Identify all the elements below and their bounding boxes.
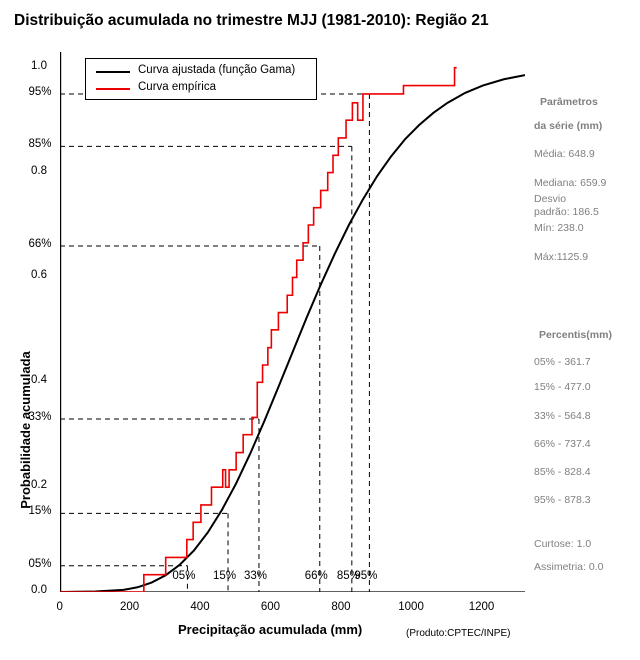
percentile-x-label-85%: 85% (336, 570, 360, 582)
params-title-line1: Parâmetros (540, 96, 598, 108)
page-title: Distribuição acumulada no trimestre MJJ (1981-2010): Região 21 (14, 12, 489, 29)
params-title-line2: da série (mm) (534, 120, 603, 132)
param-desvio-valor: padrão: 186.5 (534, 206, 599, 218)
legend-line-0 (96, 71, 130, 73)
x-tick-label-0: 0 (56, 601, 63, 613)
percentil-95: 95% - 878.3 (534, 494, 591, 506)
percentile-x-label-33%: 33% (243, 570, 267, 582)
y-axis-label: Probabilidade acumulada (18, 351, 33, 509)
percentis-title: Percentis(mm) (539, 329, 612, 341)
legend-label-1: Curva empírica (138, 81, 216, 93)
param-min: Mín: 238.0 (534, 222, 584, 234)
percentile-x-label-05%: 05% (172, 570, 196, 582)
x-tick-label-3: 600 (260, 601, 281, 613)
percentile-y-label-15%: 15% (28, 505, 52, 518)
percentile-x-label-15%: 15% (213, 570, 237, 582)
plot-svg (60, 52, 525, 592)
x-tick-label-6: 1200 (468, 601, 495, 613)
percentile-x-label-66%: 66% (304, 570, 328, 582)
y-tick-label-0: 0.0 (31, 584, 47, 596)
legend-label-0: Curva ajustada (função Gama) (138, 64, 296, 76)
percentile-y-label-33%: 33% (28, 410, 52, 423)
percentile-y-label-66%: 66% (28, 237, 52, 250)
stat-assimetria: Assimetria: 0.0 (534, 561, 604, 573)
x-tick-label-1: 200 (119, 601, 140, 613)
x-tick-label-5: 1000 (398, 601, 424, 613)
legend-line-1 (96, 88, 130, 90)
percentile-x-label-95%: 95% (354, 570, 378, 582)
percentil-85: 85% - 828.4 (534, 466, 591, 478)
y-tick-label-2: 0.4 (31, 374, 47, 387)
param-desvio: Desvio (534, 193, 567, 205)
x-tick-label-2: 400 (190, 601, 210, 613)
percentile-y-label-85%: 85% (28, 138, 52, 151)
chart-legend (85, 58, 317, 100)
x-tick-label-4: 800 (331, 601, 351, 613)
y-tick-label-3: 0.6 (31, 269, 47, 282)
producer-note: (Produto:CPTEC/INPE) (406, 628, 511, 639)
y-tick-label-1: 0.2 (31, 479, 47, 492)
percentil-15: 15% - 477.0 (534, 381, 591, 393)
percentil-66: 66% - 737.4 (534, 438, 591, 450)
percentile-y-label-95%: 95% (28, 85, 52, 98)
y-tick-label-4: 0.8 (31, 164, 47, 177)
plot-area (60, 52, 525, 592)
param-mediana: Mediana: 659.9 (534, 177, 607, 189)
param-max: Máx:1125.9 (534, 251, 589, 263)
percentil-33: 33% - 564.8 (534, 410, 591, 422)
y-tick-label-5: 1.0 (31, 59, 47, 72)
x-axis-label: Precipitação acumulada (mm) (178, 622, 363, 637)
param-media: Média: 648.9 (534, 148, 595, 160)
series-0 (60, 75, 525, 592)
stat-curtose: Curtose: 1.0 (534, 538, 592, 550)
percentil-05: 05% - 361.7 (534, 356, 591, 368)
percentile-y-label-05%: 05% (28, 557, 52, 570)
